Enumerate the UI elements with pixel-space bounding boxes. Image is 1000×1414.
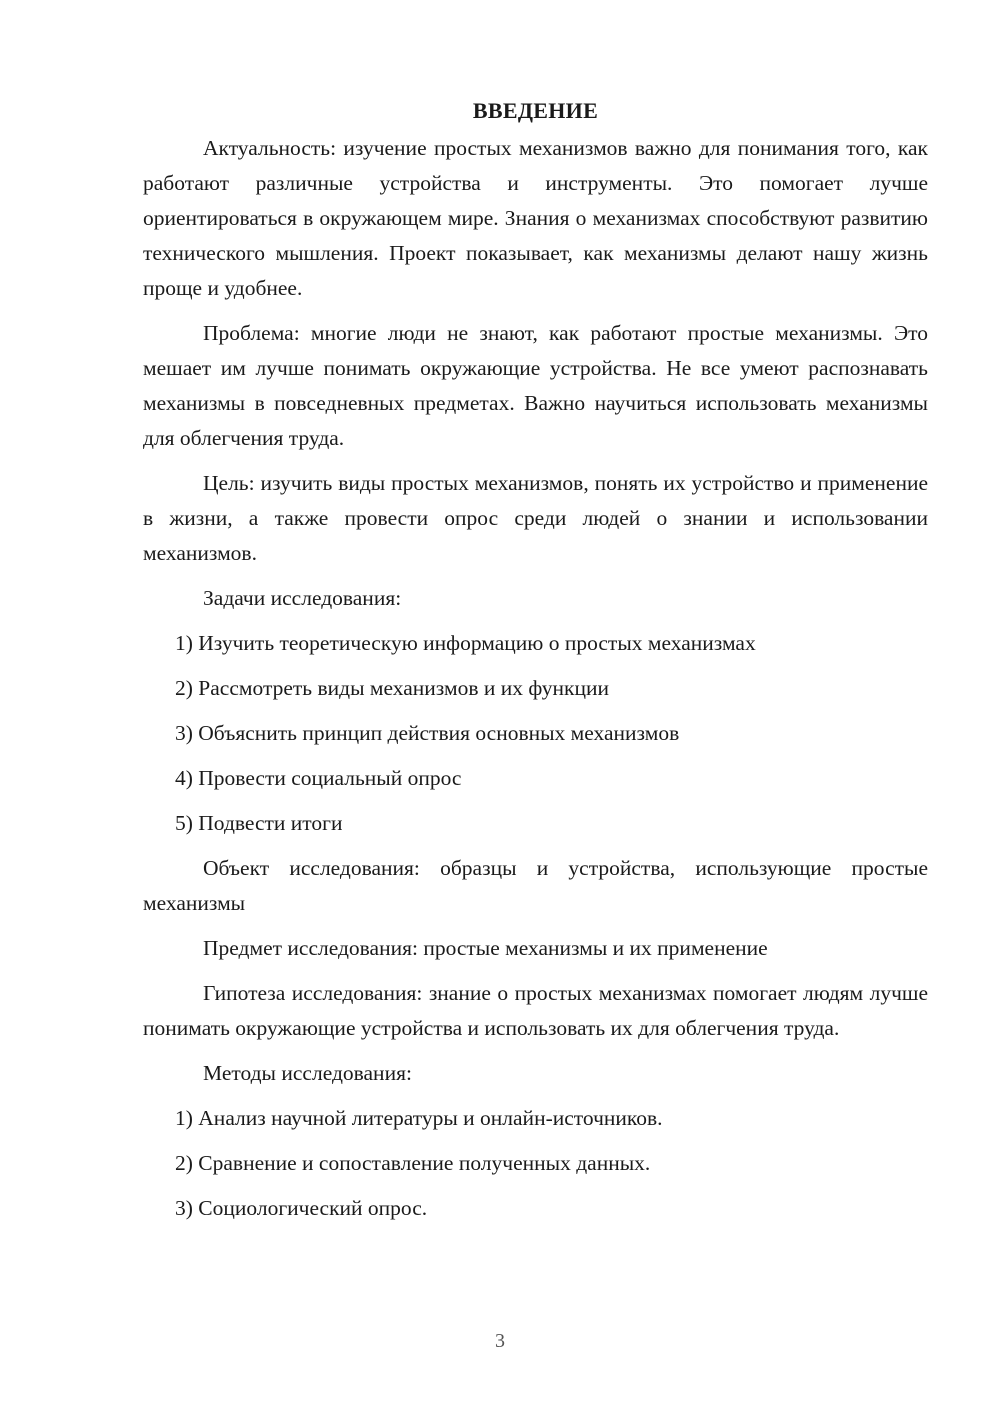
tasks-list — [143, 626, 928, 841]
relevance-paragraph: Актуальность: изучение простых механизмов важно для понимания того, как работают различные устройства и инструменты. Это помогает лучше ориентироваться в окружающем мире. Знания о механизмах способствуют развитию технического мышления. Проект показывает, как механизмы делают нашу жизнь проще и удобнее. — [143, 136, 928, 300]
page-number: 3 — [495, 1330, 505, 1352]
list-item: 1) Изучить теоретическую информацию о простых механизмах — [175, 631, 756, 655]
problem-paragraph: Проблема: многие люди не знают, как работают простые механизмы. Это мешает им лучше понимать окружающие устройства. Не все умеют распознавать механизмы в повседневных предметах. Важно научиться использовать механизмы для облегчения труда. — [143, 321, 928, 450]
list-item: 4) Провести социальный опрос — [175, 766, 462, 790]
goal-paragraph: Цель: изучить виды простых механизмов, понять их устройство и применение в жизни, а также провести опрос среди людей о знании и использовании механизмов. — [143, 471, 928, 565]
document-page — [143, 93, 928, 1236]
object-paragraph: Объект исследования: образцы и устройства, использующие простые механизмы — [143, 856, 928, 915]
tasks-label: Задачи исследования: — [203, 586, 402, 610]
list-item: 3) Объяснить принцип действия основных механизмов — [175, 721, 680, 745]
list-item: 5) Подвести итоги — [175, 811, 343, 835]
list-item: 2) Сравнение и сопоставление полученных данных. — [175, 1151, 651, 1175]
list-item: 1) Анализ научной литературы и онлайн-источников. — [175, 1106, 663, 1130]
methods-label: Методы исследования: — [203, 1061, 412, 1085]
list-item: 3) Социологический опрос. — [175, 1196, 428, 1220]
list-item: 2) Рассмотреть виды механизмов и их функции — [175, 676, 609, 700]
methods-list — [143, 1101, 928, 1226]
subject-paragraph: Предмет исследования: простые механизмы и их применение — [203, 936, 768, 960]
section-title: ВВЕДЕНИЕ — [472, 98, 599, 123]
hypothesis-paragraph: Гипотеза исследования: знание о простых механизмах помогает людям лучше понимать окружающие устройства и использовать их для облегчения труда. — [143, 981, 928, 1040]
